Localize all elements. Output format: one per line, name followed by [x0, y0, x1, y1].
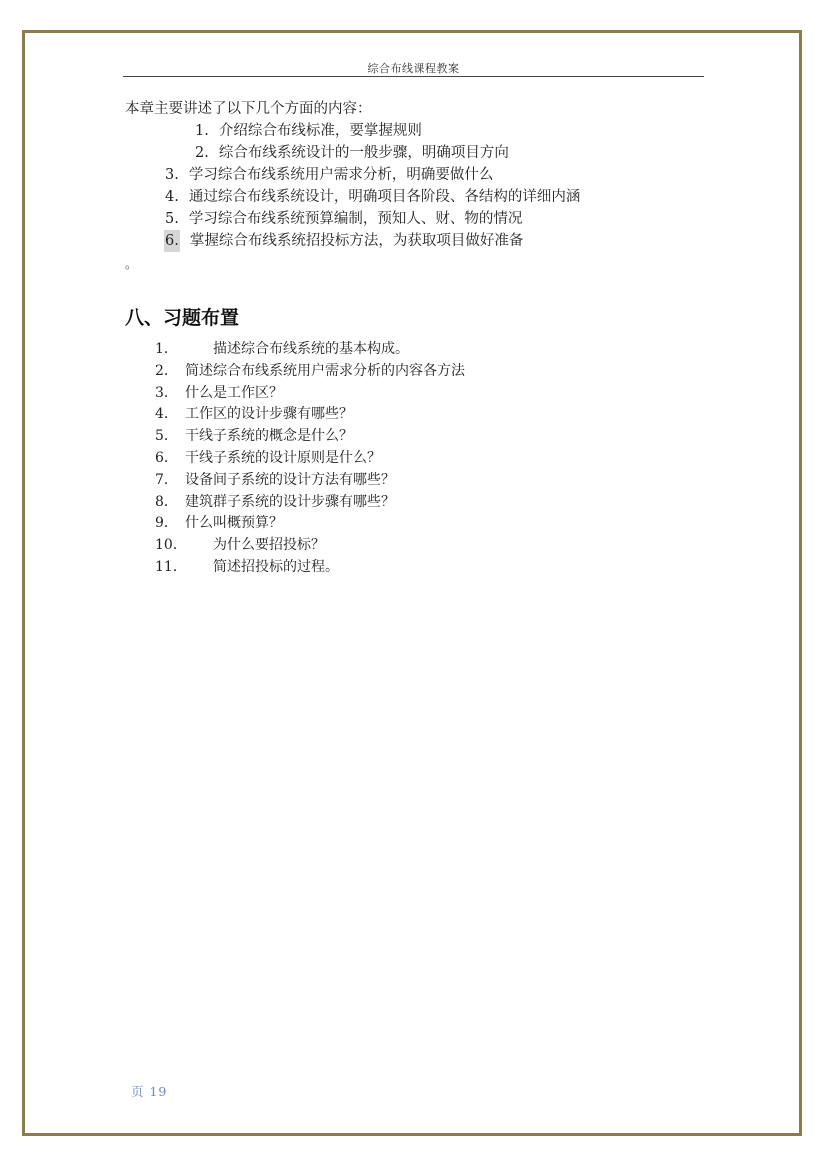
exercise-number: 8．	[155, 493, 178, 510]
summary-item	[165, 208, 522, 230]
section-heading: 八、习题布置	[125, 307, 240, 329]
summary-item-number: 2.	[195, 145, 209, 161]
summary-item	[165, 186, 580, 208]
exercise-number: 10．	[155, 537, 187, 554]
trailing-punctuation: 。	[125, 257, 138, 271]
exercise-item	[155, 426, 465, 448]
exercise-number: 6．	[155, 449, 178, 466]
exercise-text: 干线子系统的概念是什么？	[185, 428, 353, 445]
exercise-item	[155, 448, 465, 470]
exercise-number: 2．	[155, 362, 178, 379]
exercise-item	[155, 492, 465, 514]
summary-item-number: 3.	[165, 167, 179, 183]
summary-item-text: 通过综合布线系统设计，明确项目各阶段、各结构的详细内涵	[188, 189, 581, 205]
exercise-text: 为什么要招投标？	[213, 537, 325, 554]
exercise-item	[155, 339, 465, 361]
exercise-text: 什么是工作区？	[185, 384, 283, 401]
summary-item-text: 学习综合布线系统用户需求分析，明确要做什么	[188, 167, 494, 183]
exercise-text: 什么叫概预算？	[185, 515, 283, 532]
page-number: 页 19	[131, 1084, 168, 1099]
summary-item	[165, 164, 493, 186]
summary-intro: 本章主要讲述了以下几个方面的内容：	[125, 101, 372, 117]
summary-item-number-highlighted: 6.	[164, 230, 180, 252]
summary-item-number: 1.	[195, 123, 209, 139]
exercise-item	[155, 470, 465, 492]
summary-item-number: 4.	[165, 189, 179, 205]
summary-item	[164, 230, 523, 252]
running-header: 综合布线课程教案	[367, 62, 460, 75]
exercise-number: 5．	[155, 428, 178, 445]
summary-item	[195, 142, 509, 164]
exercise-text: 简述招投标的过程。	[213, 558, 339, 575]
exercise-text: 建筑群子系统的设计步骤有哪些？	[185, 493, 395, 510]
exercise-number: 3．	[155, 384, 178, 401]
exercise-number: 1．	[155, 341, 178, 357]
exercise-text: 工作区的设计步骤有哪些？	[185, 406, 353, 423]
exercise-number: 7．	[155, 471, 178, 488]
exercise-item	[155, 557, 465, 579]
header-divider	[123, 76, 704, 77]
exercise-text: 设备间子系统的设计方法有哪些？	[185, 471, 395, 488]
exercise-item	[155, 513, 465, 535]
summary-item	[195, 120, 422, 142]
exercise-list	[155, 339, 465, 579]
exercise-text: 简述综合布线系统用户需求分析的内容各方法	[185, 362, 465, 379]
exercise-item	[155, 535, 465, 557]
summary-item-text: 介绍综合布线标准，要掌握规则	[218, 123, 422, 139]
exercise-text: 干线子系统的设计原则是什么？	[185, 449, 381, 466]
summary-item-text: 掌握综合布线系统招投标方法，为获取项目做好准备	[189, 233, 524, 249]
summary-item-text: 综合布线系统设计的一般步骤，明确项目方向	[218, 145, 509, 161]
exercise-item	[155, 383, 465, 405]
exercise-item	[155, 404, 465, 426]
summary-item-number: 5.	[165, 211, 179, 227]
exercise-item	[155, 361, 465, 383]
exercise-number: 11．	[155, 558, 187, 575]
exercise-number: 4．	[155, 406, 178, 423]
exercise-number: 9．	[155, 515, 178, 532]
exercise-text: 描述综合布线系统的基本构成。	[213, 341, 409, 357]
summary-item-text: 学习综合布线系统预算编制，预知人、财、物的情况	[188, 211, 523, 227]
